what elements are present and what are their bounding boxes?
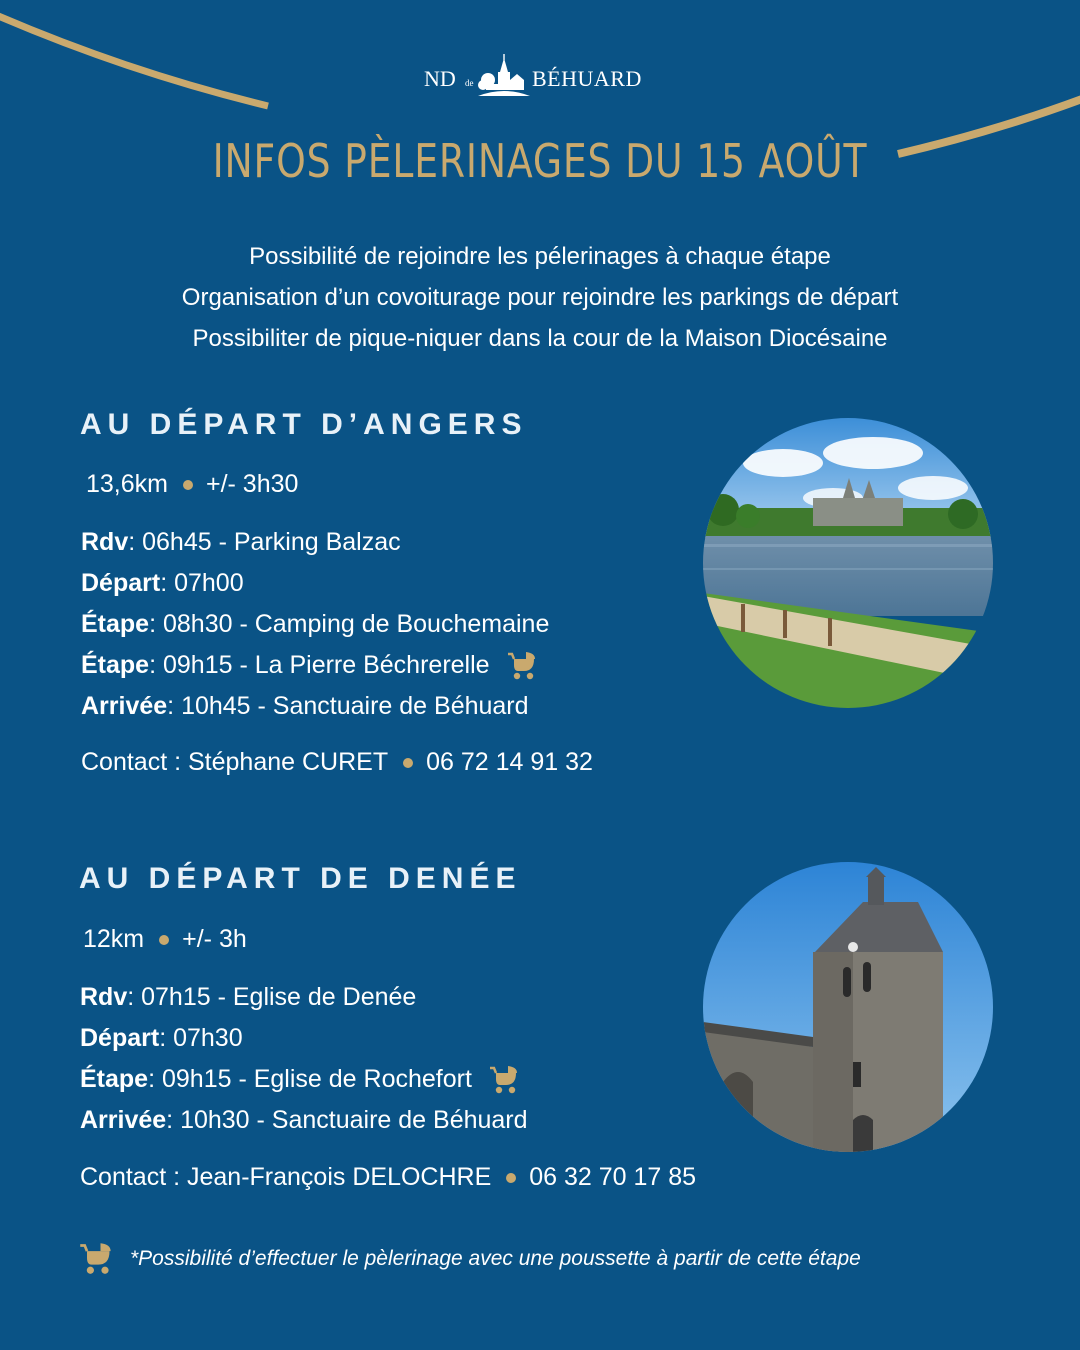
row-label: Arrivée	[80, 1106, 167, 1134]
footnote-text: *Possibilité d’effectuer le pèlerinage avec une poussette à partir de cette étape	[130, 1247, 861, 1270]
row-text: : 07h15 - Eglise de Denée	[127, 983, 417, 1011]
row-text: : 07h30	[159, 1024, 243, 1052]
row-label: Étape	[81, 651, 150, 679]
row-label: Étape	[80, 1065, 149, 1093]
denee-duration: +/- 3h	[182, 925, 247, 953]
schedule-row	[80, 1018, 528, 1059]
schedule-row	[81, 686, 549, 727]
dot-separator	[183, 480, 193, 490]
schedule-row	[81, 604, 549, 645]
row-label: Départ	[81, 569, 161, 597]
contact-name: Contact : Stéphane CURET	[81, 748, 389, 776]
schedule-row	[80, 1059, 528, 1100]
stroller-footnote	[78, 1242, 861, 1276]
denee-distance: 12km	[83, 925, 145, 953]
contact-name: Contact : Jean-François DELOCHRE	[80, 1163, 492, 1191]
angers-distance: 13,6km	[86, 470, 168, 498]
denee-schedule	[80, 977, 528, 1141]
dot-separator	[506, 1173, 516, 1183]
angers-contact	[81, 748, 593, 777]
angers-meta	[86, 470, 298, 499]
intro-line: Possibilité de rejoindre les pélerinages à chaque étape	[249, 243, 831, 270]
church-icon	[476, 54, 532, 98]
row-label: Rdv	[81, 528, 129, 556]
schedule-row	[80, 1100, 528, 1141]
stroller-icon	[488, 1065, 520, 1095]
schedule-row	[81, 563, 549, 604]
stroller-icon	[78, 1242, 114, 1276]
row-text: : 09h15 - Eglise de Rochefort	[148, 1065, 472, 1093]
denee-contact	[80, 1163, 696, 1192]
row-label: Rdv	[80, 983, 128, 1011]
angers-photo	[703, 418, 993, 708]
row-label: Départ	[80, 1024, 160, 1052]
dot-separator	[403, 758, 413, 768]
denee-heading: AU DÉPART DE DENÉE	[79, 862, 522, 895]
stroller-icon	[506, 651, 538, 681]
row-label: Étape	[81, 610, 150, 638]
brand-logo	[424, 54, 664, 100]
contact-phone[interactable]: 06 32 70 17 85	[529, 1163, 697, 1191]
intro-line: Organisation d’un covoiturage pour rejoindre les parkings de départ	[181, 284, 899, 311]
row-text: : 06h45 - Parking Balzac	[128, 528, 401, 556]
row-label: Arrivée	[81, 692, 168, 720]
row-text: : 09h15 - La Pierre Béchrerelle	[149, 651, 490, 679]
angers-heading: AU DÉPART D’ANGERS	[80, 408, 528, 441]
logo-behuard: BÉHUARD	[532, 66, 642, 91]
row-text: : 10h30 - Sanctuaire de Béhuard	[166, 1106, 528, 1134]
row-text: : 07h00	[160, 569, 244, 597]
contact-phone[interactable]: 06 72 14 91 32	[426, 748, 593, 776]
denee-meta	[83, 925, 247, 954]
row-text: : 08h30 - Camping de Bouchemaine	[149, 610, 550, 638]
row-text: : 10h45 - Sanctuaire de Béhuard	[167, 692, 529, 720]
angers-duration: +/- 3h30	[205, 470, 299, 498]
schedule-row	[81, 645, 549, 686]
schedule-row	[80, 977, 528, 1018]
angers-schedule	[81, 522, 549, 727]
intro-block	[0, 236, 1080, 359]
logo-de: de	[465, 78, 474, 88]
dot-separator	[159, 935, 169, 945]
denee-photo	[703, 862, 993, 1152]
schedule-row	[81, 522, 549, 563]
intro-line: Possibiliter de pique-niquer dans la cour de la Maison Diocésaine	[192, 325, 888, 352]
logo-nd: ND	[424, 66, 456, 91]
page-title: INFOS PÈLERINAGES DU 15 AOÛT	[212, 134, 868, 188]
